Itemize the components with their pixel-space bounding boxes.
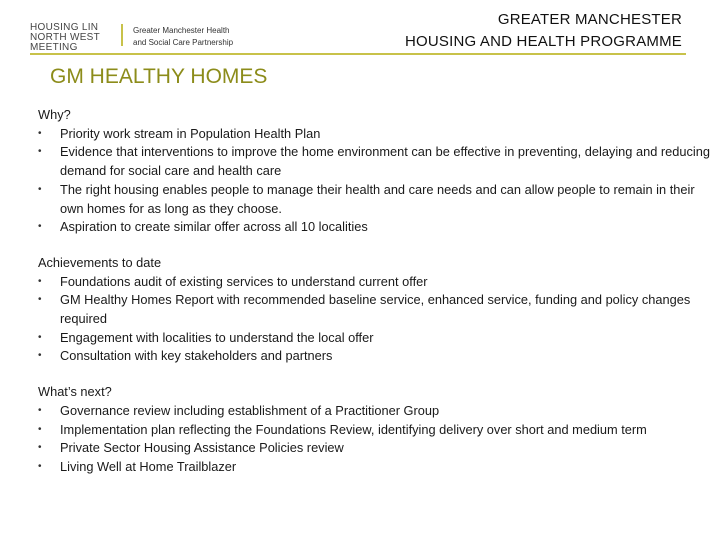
- list-item: [38, 421, 718, 440]
- bullet-icon: •: [38, 442, 42, 454]
- list-item: [38, 347, 718, 366]
- list-item-text: Living Well at Home Trailblazer: [60, 458, 237, 474]
- list-item: [38, 291, 718, 328]
- list-item-text: Aspiration to create similar offer across all 10 localities: [60, 219, 368, 235]
- programme-title-line: HOUSING AND HEALTH PROGRAMME: [404, 33, 682, 50]
- logo-left-line: HOUSING LIN: [30, 22, 99, 33]
- gm-partnership-logo: [133, 25, 273, 49]
- list-item-text: Evidence that interventions to improve the home environment can be effective in preventing, delaying and reducing demand for social care and health care: [60, 144, 710, 179]
- programme-title-line: GREATER MANCHESTER: [497, 11, 682, 28]
- housing-lin-logo: [30, 23, 110, 53]
- bullet-list: [38, 273, 718, 367]
- list-item-text: Consultation with key stakeholders and partners: [60, 348, 333, 364]
- bullet-icon: •: [38, 350, 42, 362]
- bullet-list: [38, 125, 718, 237]
- bullet-icon: •: [38, 460, 42, 472]
- section-achievements: [38, 254, 718, 366]
- bullet-list: [38, 402, 718, 477]
- logo-left-line: MEETING: [30, 42, 78, 53]
- list-item-text: Priority work stream in Population Health Plan: [60, 125, 321, 141]
- logo-mid-line: Greater Manchester Health: [133, 26, 230, 35]
- section-heading: Why?: [38, 107, 71, 122]
- bullet-icon: •: [38, 423, 42, 435]
- bullet-icon: •: [38, 294, 42, 306]
- slide-title: GM HEALTHY HOMES: [50, 65, 268, 88]
- bullet-icon: •: [38, 404, 42, 416]
- list-item-text: Foundations audit of existing services to understand current offer: [60, 273, 428, 289]
- bullet-icon: •: [38, 275, 42, 287]
- bullet-icon: •: [38, 221, 42, 233]
- bullet-icon: •: [38, 146, 42, 158]
- section-heading: What’s next?: [38, 384, 112, 400]
- list-item: [38, 181, 718, 218]
- logo-divider: [121, 24, 123, 46]
- list-item: [38, 458, 718, 477]
- list-item-text: Engagement with localities to understand the local offer: [60, 329, 374, 345]
- logo-mid-line: and Social Care Partnership: [133, 38, 234, 47]
- bullet-icon: •: [38, 331, 42, 343]
- list-item: [38, 273, 718, 292]
- list-item-text: Implementation plan reflecting the Foundations Review, identifying delivery over short and medium term: [60, 421, 647, 437]
- list-item: [38, 218, 718, 237]
- slide-content: [38, 106, 718, 477]
- list-item: [38, 143, 718, 180]
- list-item-text: GM Healthy Homes Report with recommended baseline service, enhanced service, funding and policy changes required: [60, 292, 691, 327]
- header-rule: [30, 53, 686, 55]
- list-item: [38, 125, 718, 144]
- section-whats-next: [38, 383, 718, 477]
- list-item-text: Private Sector Housing Assistance Policies review: [60, 440, 344, 456]
- section-heading: Achievements to date: [38, 254, 162, 270]
- programme-title: [352, 9, 682, 53]
- list-item: [38, 402, 718, 421]
- list-item-text: Governance review including establishment of a Practitioner Group: [60, 402, 440, 418]
- list-item: [38, 439, 718, 458]
- list-item: [38, 329, 718, 348]
- bullet-icon: •: [38, 183, 42, 195]
- logo-left-line: NORTH WEST: [30, 32, 101, 43]
- bullet-icon: •: [38, 127, 42, 139]
- list-item-text: The right housing enables people to manage their health and care needs and can allow people to remain in their own homes for as long as they choose.: [60, 181, 695, 216]
- section-why: [38, 106, 718, 237]
